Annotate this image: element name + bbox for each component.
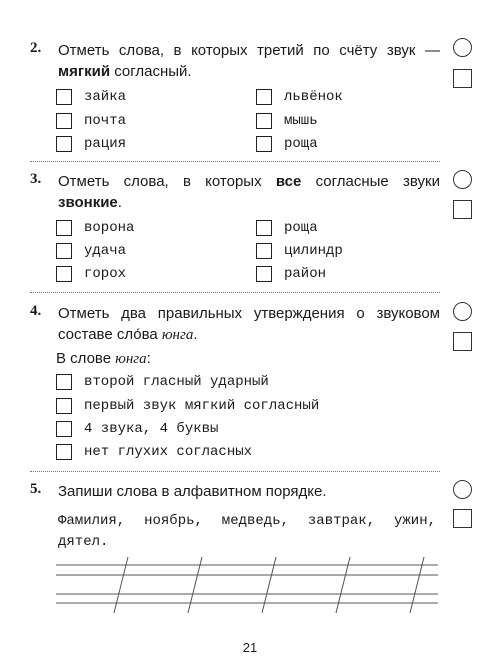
question-number: 4. [30, 303, 42, 319]
score-circle [453, 480, 472, 499]
checkbox[interactable] [256, 243, 272, 259]
checkbox[interactable] [256, 89, 272, 105]
writing-lines[interactable] [50, 555, 440, 615]
checkbox[interactable] [256, 136, 272, 152]
question-number: 2. [30, 40, 42, 56]
option-lvyonok[interactable]: львёнок [256, 87, 343, 107]
question-number: 5. [30, 481, 42, 497]
checkbox[interactable] [56, 266, 72, 282]
question-text: Отметь слова, в которых третий по счёту звук — мягкий согласный. [58, 42, 440, 80]
option-tsilindr[interactable]: цилиндр [256, 241, 343, 261]
option-statement-3[interactable]: 4 звука, 4 буквы [56, 419, 218, 439]
option-roshcha-2[interactable]: роща [256, 218, 318, 238]
checkbox[interactable] [56, 398, 72, 414]
option-ratsiya[interactable]: рация [56, 134, 126, 154]
score-box [453, 332, 472, 351]
divider [30, 471, 440, 472]
question-number: 3. [30, 171, 42, 187]
option-gorokh[interactable]: горох [56, 264, 126, 284]
checkbox[interactable] [256, 113, 272, 129]
option-vorona[interactable]: ворона [56, 218, 134, 238]
option-statement-1[interactable]: второй гласный ударный [56, 372, 269, 392]
page-number: 21 [242, 640, 258, 655]
option-statement-2[interactable]: первый звук мягкий согласный [56, 396, 319, 416]
question-text: Запиши слова в алфавитном порядке. [58, 483, 327, 500]
score-box [453, 69, 472, 88]
checkbox[interactable] [56, 444, 72, 460]
checkbox[interactable] [56, 89, 72, 105]
option-udacha[interactable]: удача [56, 241, 126, 261]
checkbox[interactable] [256, 266, 272, 282]
checkbox[interactable] [56, 220, 72, 236]
score-circle [453, 38, 472, 57]
checkbox[interactable] [56, 374, 72, 390]
checkbox[interactable] [56, 421, 72, 437]
score-circle [453, 170, 472, 189]
option-mysh[interactable]: мышь [256, 111, 318, 131]
words-to-sort: Фамилия, ноябрь, медведь, завтрак, ужин, дятел. [58, 513, 436, 550]
score-box [453, 200, 472, 219]
divider [30, 292, 440, 293]
option-zayka[interactable]: зайка [56, 87, 126, 107]
score-circle [453, 302, 472, 321]
question-text: Отметь слова, в которых все согласные звуки звонкие. [58, 173, 440, 211]
checkbox[interactable] [56, 136, 72, 152]
option-pochta[interactable]: почта [56, 111, 126, 131]
option-rayon[interactable]: район [256, 264, 326, 284]
checkbox[interactable] [56, 113, 72, 129]
option-statement-4[interactable]: нет глухих согласных [56, 442, 252, 462]
checkbox[interactable] [56, 243, 72, 259]
question-text: Отметь два правильных утверждения о звуковом составе сло́ва юнга. [58, 305, 440, 343]
score-box [453, 509, 472, 528]
statement-lead: В слове юнга: [56, 350, 151, 367]
checkbox[interactable] [256, 220, 272, 236]
divider [30, 161, 440, 162]
option-roshcha[interactable]: роща [256, 134, 318, 154]
